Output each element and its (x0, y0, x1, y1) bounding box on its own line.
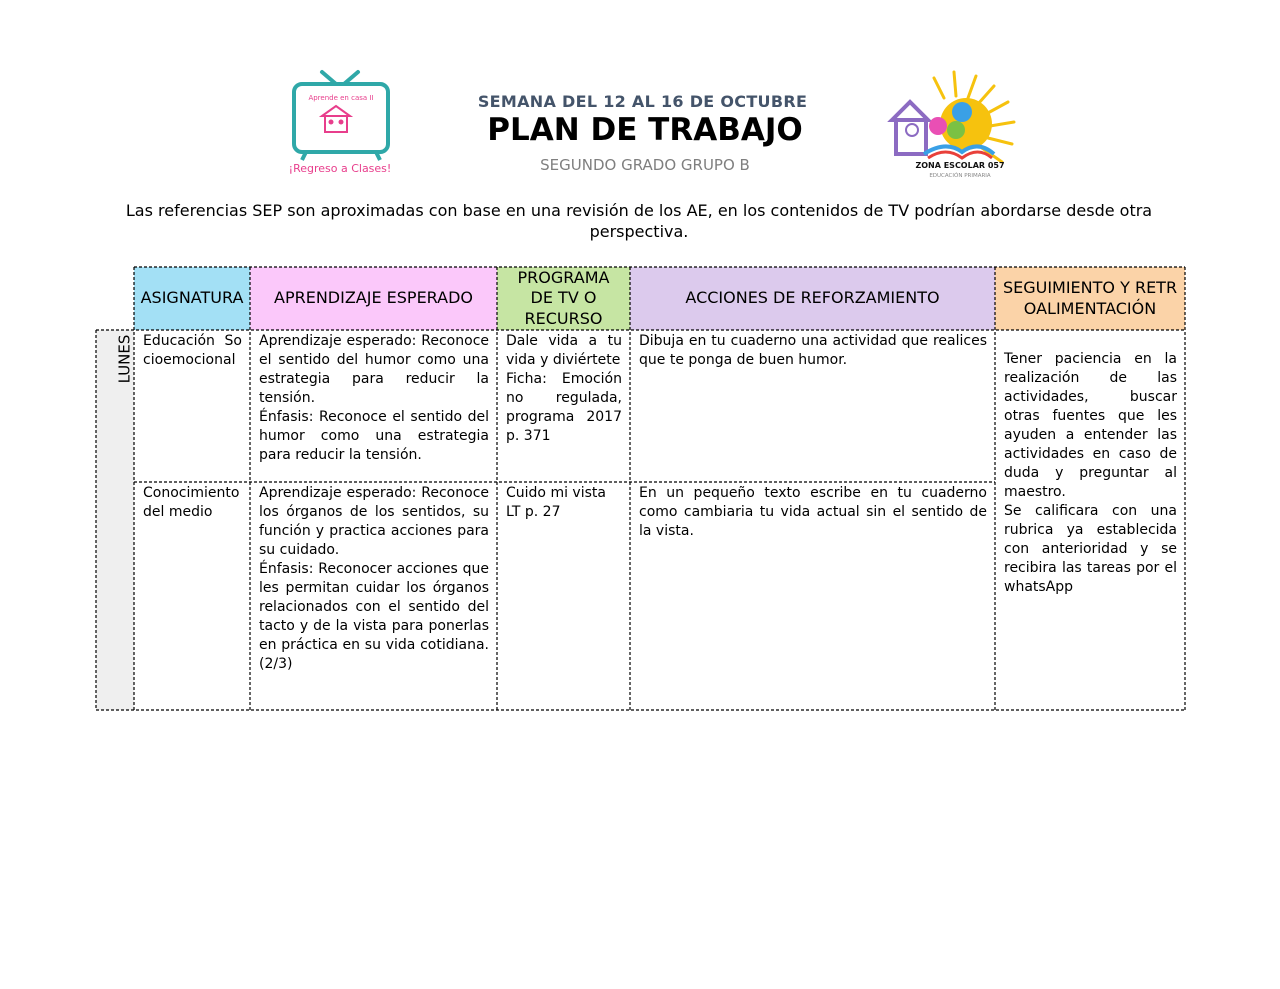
row2-acciones: En un pequeño texto escribe en tu cuaderno como cambiaria tu vida actual sin el sentido de la vista. (639, 485, 987, 539)
logo-left-bottom-text: ¡Regreso a Clases! (288, 162, 392, 175)
header-seguimiento: SEGUIMIENTO Y RETROALIMENTACIÓN (995, 267, 1185, 330)
header-acciones: ACCIONES DE REFORZAMIENTO (630, 267, 995, 330)
week-heading: SEMANA DEL 12 AL 16 DE OCTUBRE (477, 92, 808, 111)
page-title: PLAN DE TRABAJO (487, 112, 803, 148)
logo-right-subtext: EDUCACIÓN PRIMARIA (929, 173, 991, 179)
group-subtitle: SEGUNDO GRADO GRUPO B (540, 156, 750, 174)
row1-programa: Dale vida a tu vida y diviértete Ficha: Emoción no regulada, programa 2017 p. 371 (506, 333, 622, 444)
logo-left-top-text: Aprende en casa II (308, 94, 374, 102)
logo-right-text: ZONA ESCOLAR 057 (915, 161, 1005, 170)
row2-asignatura: Conocimiento del medio (143, 485, 240, 520)
day-label-text: LUNES (115, 334, 133, 384)
day-label (112, 330, 136, 388)
seguimiento-cell: Tener paciencia en la realización de las actividades, buscar otras fuentes que les ayuden a entender las actividades en caso de duda y preguntar al maestro. Se calificara con una rubrica ya establecida con anterioridad y se recibira las tareas por el whatsApp (1004, 351, 1177, 595)
row1-acciones: Dibuja en tu cuaderno una actividad que realices que te ponga de buen humor. (639, 333, 987, 368)
aprende-en-casa-logo (278, 68, 406, 178)
row1-asignatura: Educación Socioemocional (143, 333, 242, 368)
zona-escolar-logo (886, 66, 1026, 182)
row2-aprendizaje: Aprendizaje esperado: Reconoce los órganos de los sentidos, su función y practica acciones para su cuidado. Énfasis: Reconocer acciones que les permitan cuidar los órganos relacionados con el sentido del tacto y de la vista para ponerlas en práctica en su vida cotidiana. (2/3) (259, 485, 489, 672)
row1-aprendizaje: Aprendizaje esperado: Reconoce el sentido del humor como una estrategia para reducir la tensión. Énfasis: Reconoce el sentido del humor como una estrategia para reducir la tensión. (259, 333, 489, 463)
row2-programa: Cuido mi vista LT p. 27 (506, 485, 606, 520)
header-programa: PROGRAMA DE TV O RECURSO (497, 267, 630, 330)
reference-note: Las referencias SEP son aproximadas con base en una revisión de los AE, en los contenidos de TV podrían abordarse desde otra perspectiva. (125, 201, 1153, 241)
header-asignatura: ASIGNATURA (134, 267, 250, 330)
header-aprendizaje: APRENDIZAJE ESPERADO (250, 267, 497, 330)
